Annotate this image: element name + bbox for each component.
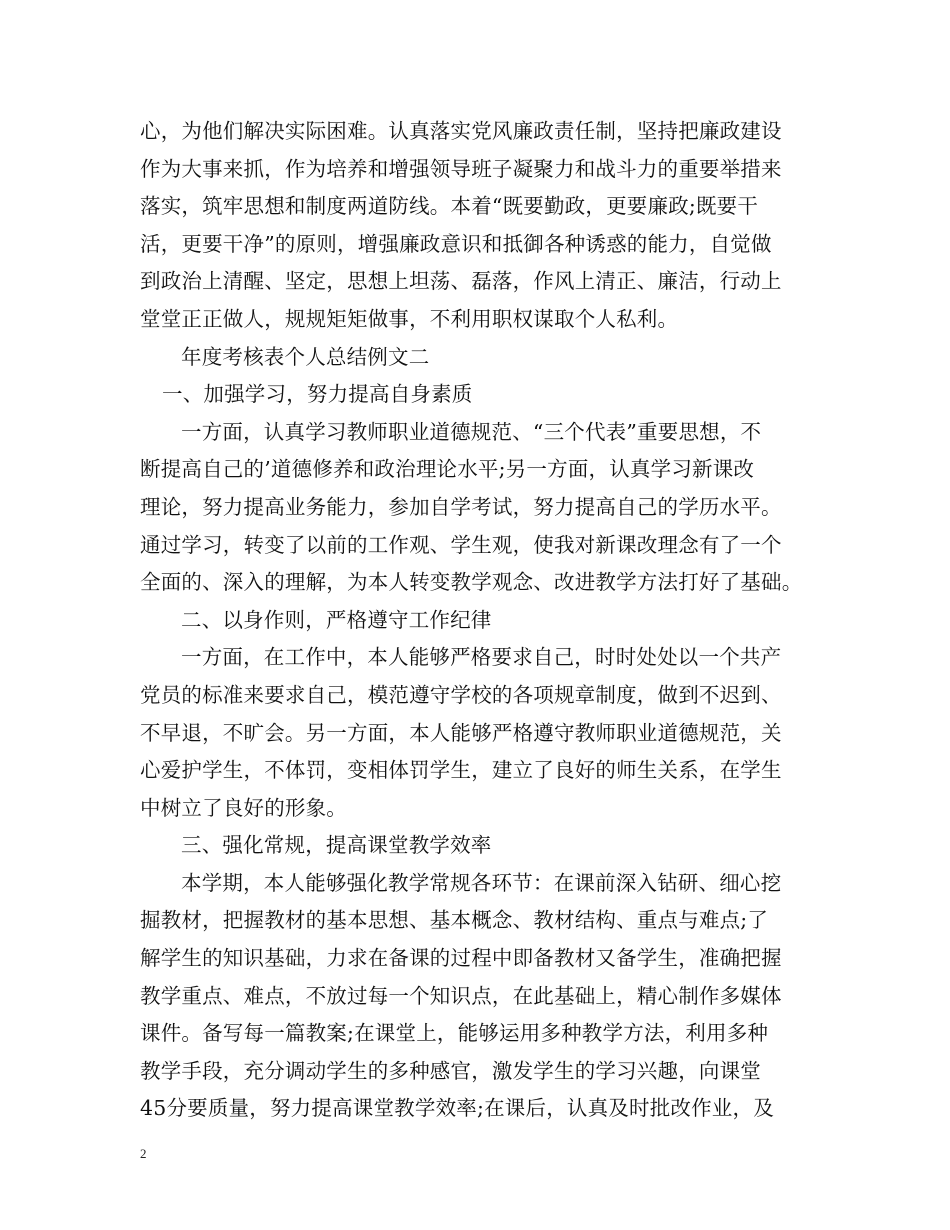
body-line: 不早退，不旷会。另一方面，本人能够严格遵守教师职业道德规范，关 bbox=[140, 720, 782, 745]
body-line: 教学手段，充分调动学生的多种感官，激发学生的学习兴趣，向课堂 bbox=[140, 1058, 761, 1083]
body-line: 堂堂正正做人，规规矩矩做事，不利用职权谋取个人私利。 bbox=[140, 306, 679, 331]
body-line: 解学生的知识基础，力求在备课的过程中即备教材又备学生，准确把握 bbox=[140, 946, 782, 971]
body-line: 心爱护学生，不体罚，变相体罚学生，建立了良好的师生关系，在学生 bbox=[140, 758, 782, 783]
body-line: 课件。备写每一篇教案;在课堂上，能够运用多种教学方法，利用多种 bbox=[140, 1021, 769, 1046]
section-heading-1: 一、加强学习，努力提高自身素质 bbox=[162, 382, 473, 407]
section-heading-2: 二、以身作则，严格遵守工作纪律 bbox=[181, 607, 492, 632]
document-body bbox=[140, 113, 812, 1128]
body-line: 理论，努力提高业务能力，参加自学考试，努力提高自己的学历水平。 bbox=[140, 494, 782, 519]
body-line: 全面的、深入的理解，为本人转变教学观念、改进教学方法打好了基础。 bbox=[140, 570, 803, 595]
body-line: 作为大事来抓，作为培养和增强领导班子凝聚力和战斗力的重要举措来 bbox=[140, 156, 782, 181]
paragraph-first-line: 一方面，在工作中，本人能够严格要求自己，时时处处以一个共产 bbox=[181, 645, 782, 670]
body-line: 到政治上清醒、坚定，思想上坦荡、磊落，作风上清正、廉洁，行动上 bbox=[140, 269, 782, 294]
section-heading-3: 三、强化常规，提高课堂教学效率 bbox=[181, 833, 492, 858]
body-line: 断提高自己的’道德修养和政治理论水平;另一方面，认真学习新课改 bbox=[140, 457, 755, 482]
body-line: 掘教材，把握教材的基本思想、基本概念、教材结构、重点与难点;了 bbox=[140, 908, 769, 933]
page-number: 2 bbox=[140, 1146, 147, 1161]
paragraph-first-line: 一方面，认真学习教师职业道德规范、“三个代表”重要思想，不 bbox=[181, 419, 762, 444]
body-line: 45分要质量，努力提高课堂教学效率;在课后，认真及时批改作业，及 bbox=[140, 1096, 774, 1121]
body-line: 落实，筑牢思想和制度两道防线。本着“既要勤政，更要廉政;既要干 bbox=[140, 194, 759, 219]
body-line: 心，为他们解决实际困难。认真落实党风廉政责任制，坚持把廉政建设 bbox=[140, 119, 782, 143]
body-line: 党员的标准来要求自己，模范遵守学校的各项规章制度，做到不迟到、 bbox=[140, 682, 782, 707]
body-line: 中树立了良好的形象。 bbox=[140, 795, 347, 820]
body-line: 教学重点、难点，不放过每一个知识点，在此基础上，精心制作多媒体 bbox=[140, 983, 782, 1008]
paragraph-first-line: 本学期，本人能够强化教学常规各环节：在课前深入钻研、细心挖 bbox=[181, 870, 782, 895]
body-line: 通过学习，转变了以前的工作观、学生观，使我对新课改理念有了一个 bbox=[140, 532, 782, 557]
body-line: 活，更要干净”的原则，增强廉政意识和抵御各种诱惑的能力，自觉做 bbox=[140, 231, 772, 256]
document-subtitle: 年度考核表个人总结例文二 bbox=[181, 344, 430, 369]
